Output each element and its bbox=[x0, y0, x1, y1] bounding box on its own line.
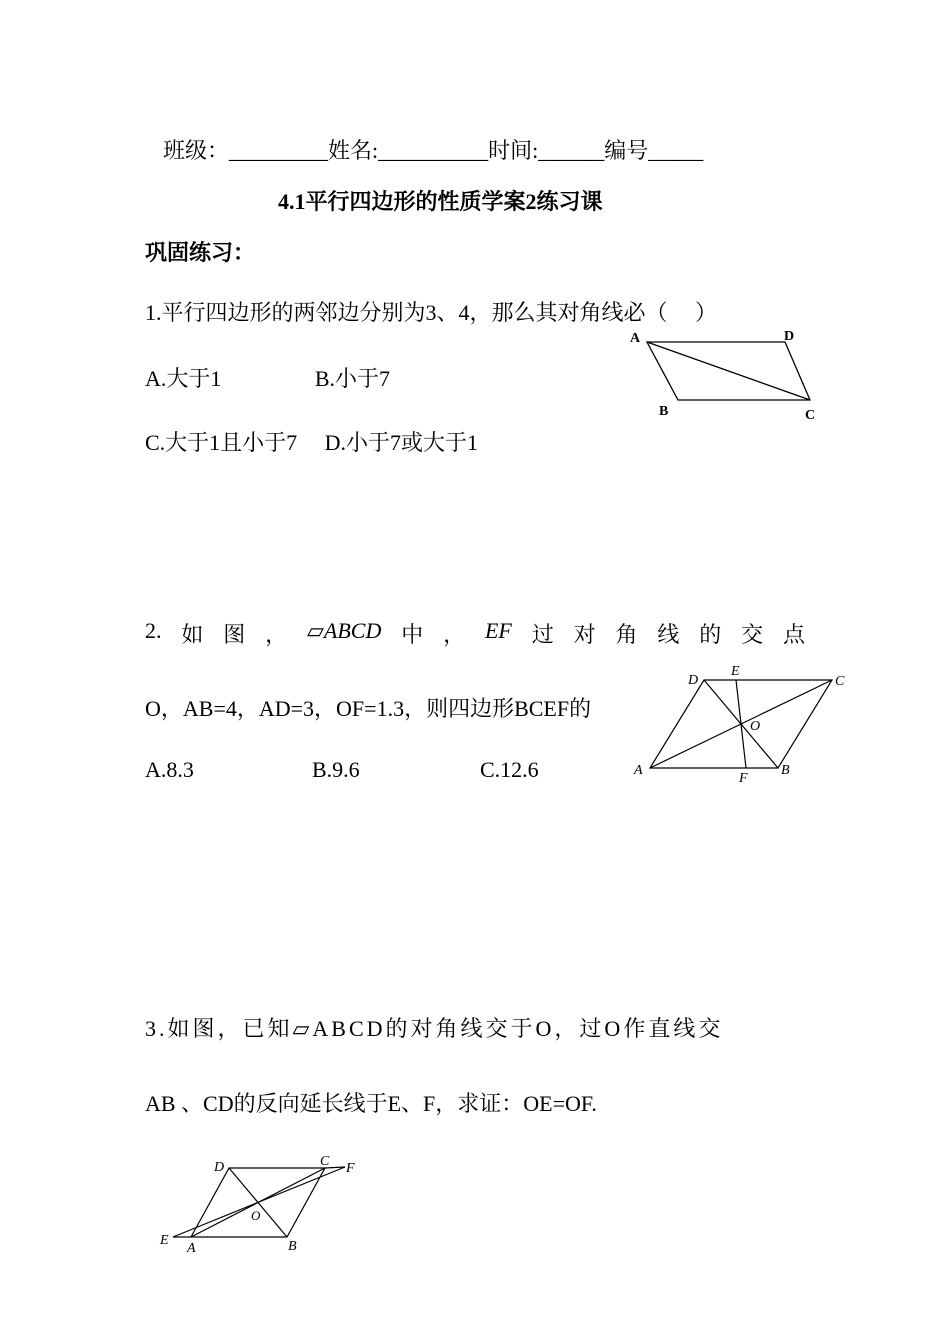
q2-token: EF bbox=[484, 618, 512, 643]
q2-token: 图 bbox=[223, 622, 246, 647]
q3-stem-line2: AB 、CD的反向延长线于E、F，求证：OE=OF. bbox=[145, 1091, 597, 1116]
q2-label-a: A bbox=[634, 763, 643, 778]
q2-stem-line1 bbox=[145, 618, 805, 649]
q3-stem-line1: 3.如图，已知▱ABCD的对角线交于O，过O作直线交 bbox=[145, 1016, 724, 1041]
q2-option-a: A.8.3 bbox=[145, 757, 194, 782]
q3-label-e: E bbox=[160, 1233, 169, 1248]
q2-label-f: F bbox=[739, 771, 748, 786]
q2-token: 交 bbox=[741, 622, 764, 647]
q2-token: ▱ABCD bbox=[306, 618, 382, 643]
q3-label-a: A bbox=[187, 1241, 196, 1255]
q2-stem-line2: O，AB=4，AD=3，OF=1.3，则四边形BCEF的 bbox=[145, 696, 592, 721]
q3-label-c: C bbox=[320, 1154, 330, 1169]
q3-label-o: O bbox=[251, 1208, 261, 1223]
section-heading: 巩固练习： bbox=[145, 240, 256, 265]
q2-token: ， bbox=[265, 622, 288, 647]
q3-label-d: D bbox=[214, 1160, 225, 1175]
q2-token: 点 bbox=[782, 622, 805, 647]
q2-label-e: E bbox=[731, 664, 740, 679]
q2-token: 对 bbox=[573, 622, 596, 647]
q1-options-row1: A.大于1 B.小于7 bbox=[145, 366, 391, 391]
q1-label-b: B bbox=[659, 404, 669, 419]
q2-parallelogram-figure bbox=[628, 660, 853, 790]
q2-token: 过 bbox=[531, 622, 554, 647]
q2-label-b: B bbox=[781, 763, 790, 778]
q2-option-b: B.9.6 bbox=[312, 757, 360, 782]
q2-label-d: D bbox=[688, 673, 699, 688]
q1-diagonal-ac bbox=[647, 342, 810, 400]
q1-parallelogram-figure bbox=[625, 322, 825, 422]
q1-label-c: C bbox=[805, 408, 816, 422]
q1-stem: 1.平行四边形的两邻边分别为3、4，那么其对角线必（ ） bbox=[145, 300, 718, 325]
q2-label-o: O bbox=[750, 719, 761, 734]
q2-token: 2. bbox=[145, 618, 162, 643]
q1-label-d: D bbox=[784, 329, 795, 344]
q2-token: 的 bbox=[699, 622, 722, 647]
q2-option-c: C.12.6 bbox=[480, 757, 539, 782]
class-info-line: 班级：_________姓名:__________时间:______编号_____ bbox=[163, 138, 704, 163]
q2-token: 中 bbox=[401, 622, 424, 647]
q1-label-a: A bbox=[630, 331, 641, 346]
q1-options-row2: C.大于1且小于7 D.小于7或大于1 bbox=[145, 430, 479, 455]
q2-token: 角 bbox=[615, 622, 638, 647]
q3-label-f: F bbox=[346, 1161, 355, 1176]
q2-label-c: C bbox=[835, 674, 845, 689]
q2-token: ， bbox=[443, 622, 466, 647]
q3-parallelogram-figure bbox=[155, 1150, 370, 1255]
q3-label-b: B bbox=[288, 1239, 297, 1254]
page-title: 4.1平行四边形的性质学案2练习课 bbox=[278, 189, 603, 214]
q2-token: 如 bbox=[181, 622, 204, 647]
q2-segment-ef bbox=[736, 680, 746, 768]
q2-token: 线 bbox=[657, 622, 680, 647]
q3-line-ef bbox=[173, 1167, 345, 1237]
